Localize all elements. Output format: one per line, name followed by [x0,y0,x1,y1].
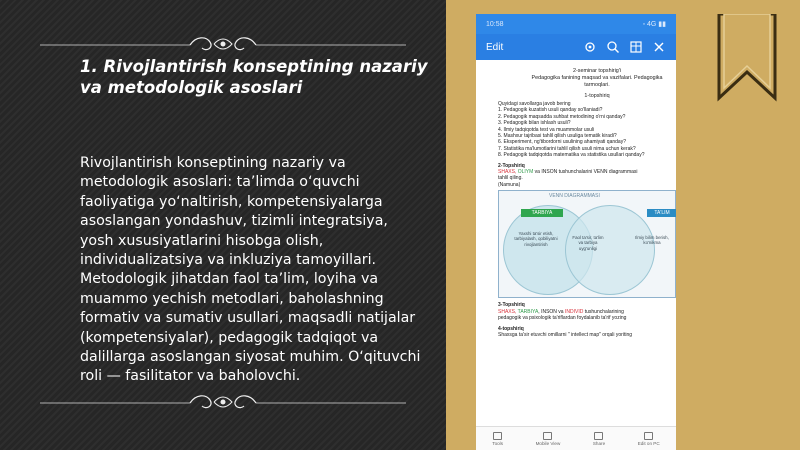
list-item: 5. Mashxur tajribasi tahlil qilish usuliga tematik kiradi? [498,133,617,140]
edit-on-pc-label: Edit on PC [637,440,660,446]
term-text: , INSON va [538,308,565,315]
list-item: 4. Ilmiy tadqiqotda test va muammolar usuli [498,126,595,133]
bookmark-icon [717,14,777,102]
doc-header-line: Pedagogika fanining maqsad va vazifalari. Pedagogika [531,75,663,81]
task2-line: (Namuna) [498,181,521,188]
task2-title: 2-Topshiriq [498,162,525,169]
share-label: Share [592,440,606,446]
search-icon[interactable] [606,40,620,54]
slide-title: 1. Rivojlantirish konseptining nazariy va metodologik asoslari [80,57,428,97]
doc-header [518,68,676,89]
share-icon [594,432,603,440]
task2-text [498,169,676,188]
list-item: 6. Eksperiment, ng'tibordorni usulining ahamiyati qanday? [498,139,626,146]
list-item: 1. Pedagogik kuzatish usuli qanday so'llaniadi? [498,107,603,114]
task3-line: pedagogik va psixologik ta'riflardan foydalanib ta'rif yozing [498,315,627,322]
term-red: SHAXS, [498,308,518,315]
share-button[interactable] [593,432,605,446]
venn-right-tag: TA'LIM [647,209,676,217]
phone-screenshot [476,14,676,450]
task1-title: 1-topshiriq [584,93,610,99]
task1-lead: Quyidagi savollarga javob bering [498,101,571,107]
venn-left-tag: TARBIYA [521,209,563,217]
status-indicators: ◦ 4G ▮▮ [642,21,666,28]
task3-text [498,309,676,322]
term-red: INDIVID [564,308,584,315]
task1-list [498,107,676,158]
list-item: 2. Pedagogik maqsadda suhbat metodining o'rni qanday? [498,113,626,120]
tools-label: Tools [492,440,504,446]
venn-center-text: Faol ta'sir, ta'lim va tarbiya uyg'unligi [572,235,604,251]
task2-line: tahlil qiling. [498,175,523,182]
term-green: OLIYM [517,169,534,176]
list-item: 3. Pedagogik bilan ishlash usuli? [498,120,571,127]
doc-header-line: tarmoqlari. [584,82,610,88]
doc-header-line: 2-seminar topshirig'i [572,68,622,74]
mobile-view-icon [543,432,552,440]
list-item: 7. Statistika ma'lumotlarini tahlil qilish usuli nima uchun kerak? [498,145,636,152]
slide-body-text: Rivojlantirish konseptining nazariy va metodologik asoslari: ta’limda o‘quvchi faoliyatiga yo‘naltirish, kompetensiyalarga asoslangan yondashuv, tizimli integratsiya, yosh xususiyatlarini hisobga olish, individualizatsiya va inkluziya tamoyillari. Metodologik jihatdan faol ta’lim, loyiha va muammo yechish metodlari, baholashning formativ va sumativ usullari, maqsadli natijalar (kompetensiyalar), pedagogik tadqiqot va dalillarga asoslangan siyosat muhim. O‘qituvchi roli — fasilitator va baholovchi. [80,155,421,385]
mobile-view-button[interactable] [536,432,561,446]
status-time: 10:58 [486,20,504,28]
monitor-icon [644,432,653,440]
mobile-view-label: Mobile View [535,440,561,446]
list-item: 8. Pedagogik tadqiqotda matematika va statistika usullari qanday? [498,152,645,159]
task4-line: Shaxsga ta'sir etuvchi omillarni " intellect map" orqali yoriting [498,331,633,338]
venn-title: VENN DIAGRAMMASI [549,193,600,200]
phone-status-bar [476,14,676,34]
venn-left-text: Yaxshi ta'sir etish, tarbiyalash, qobiliyatni rivojlantirish [514,231,558,247]
close-icon[interactable] [652,40,666,54]
edit-button[interactable]: Edit [486,41,504,53]
task3-title: 3-Topshiriq [498,302,525,309]
term-green: TARBIYA [517,308,539,315]
venn-diagram [498,190,676,298]
ornament-divider-bottom [0,388,446,418]
edit-on-pc-button[interactable] [638,432,660,446]
settings-icon[interactable] [583,40,597,54]
term-text: va INSON tushunchalarini VENN diagrammasi [533,169,638,176]
venn-right-text: Ilmiy bilim berish, ko'nikma [635,235,669,246]
task4-title: 4-topshiriq [498,325,524,332]
tools-icon [493,432,502,440]
term-text: tushunchalarining [583,308,624,315]
tools-button[interactable] [492,432,503,446]
phone-bottom-bar [476,426,676,450]
term-red: SHAXS, [498,169,518,176]
document-toolbar [476,34,676,60]
document-page[interactable] [476,60,676,426]
view-mode-icon[interactable] [629,40,643,54]
